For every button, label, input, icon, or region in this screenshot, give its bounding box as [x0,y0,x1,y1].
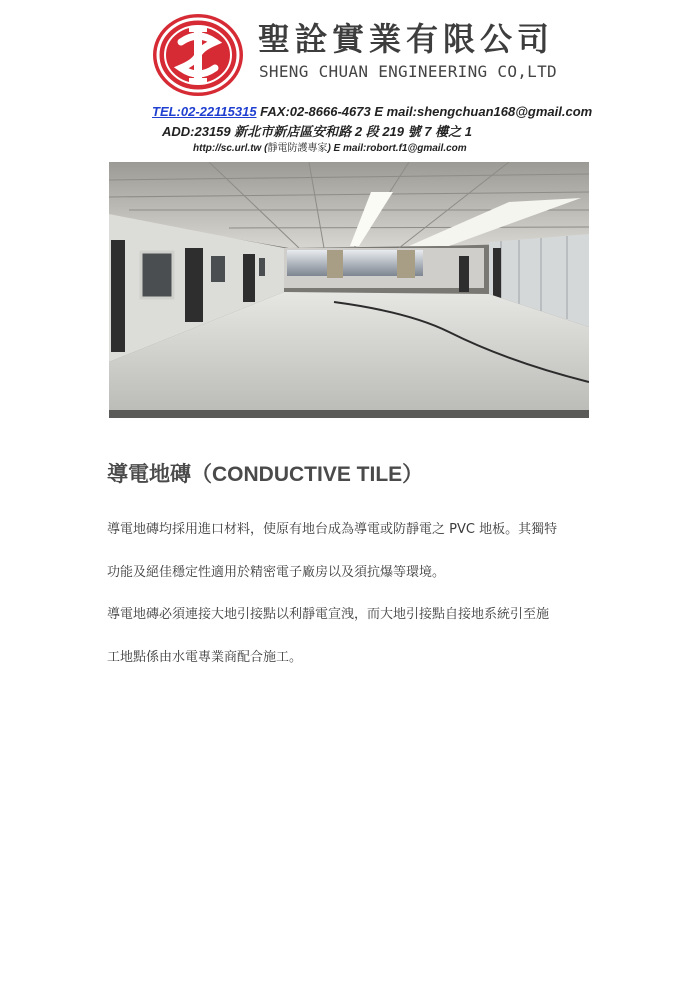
contact-phone-fax-email [152,104,592,119]
web-url: http://sc.url.tw ( [193,143,268,154]
paragraph1-line2: 功能及絕佳穩定性適用於精密電子廠房以及須抗爆等環境。 [107,565,446,580]
contact-web-email [193,139,467,154]
paragraph1-line1: 導電地磚均採用進口材料，使原有地台成為導電或防靜電之 PVC 地板。其獨特 [107,522,558,537]
page-title [107,458,423,488]
company-name-chinese: 聖詮實業有限公司 [258,20,555,58]
paragraph2-line2: 工地點係由水電專業商配合施工。 [107,650,303,665]
sc-logo-icon [151,12,245,98]
fax-email-text: FAX:02-8666-4673 E mail:shengchuan168@gmail.com [256,104,593,119]
title-cn: 導電地磚（ [107,462,212,486]
paragraph2-line1: 導電地磚必須連接大地引接點以利靜電宣洩，而大地引接點自接地系統引至施 [107,607,550,622]
title-end: ） [402,462,424,486]
office-floor-photo [109,162,589,418]
tel-link[interactable]: TEL:02-22115315 [152,104,257,119]
contact-address: ADD:23159 新北市新店區安和路 2 段 219 號 7 樓之 1 [162,124,472,139]
title-en: CONDUCTIVE TILE [212,463,403,486]
web-email: ) E mail:robort.f1@gmail.com [327,143,467,154]
company-name-english: SHENG CHUAN ENGINEERING CO,LTD [259,62,557,81]
web-note: 靜電防護專家 [267,143,328,154]
